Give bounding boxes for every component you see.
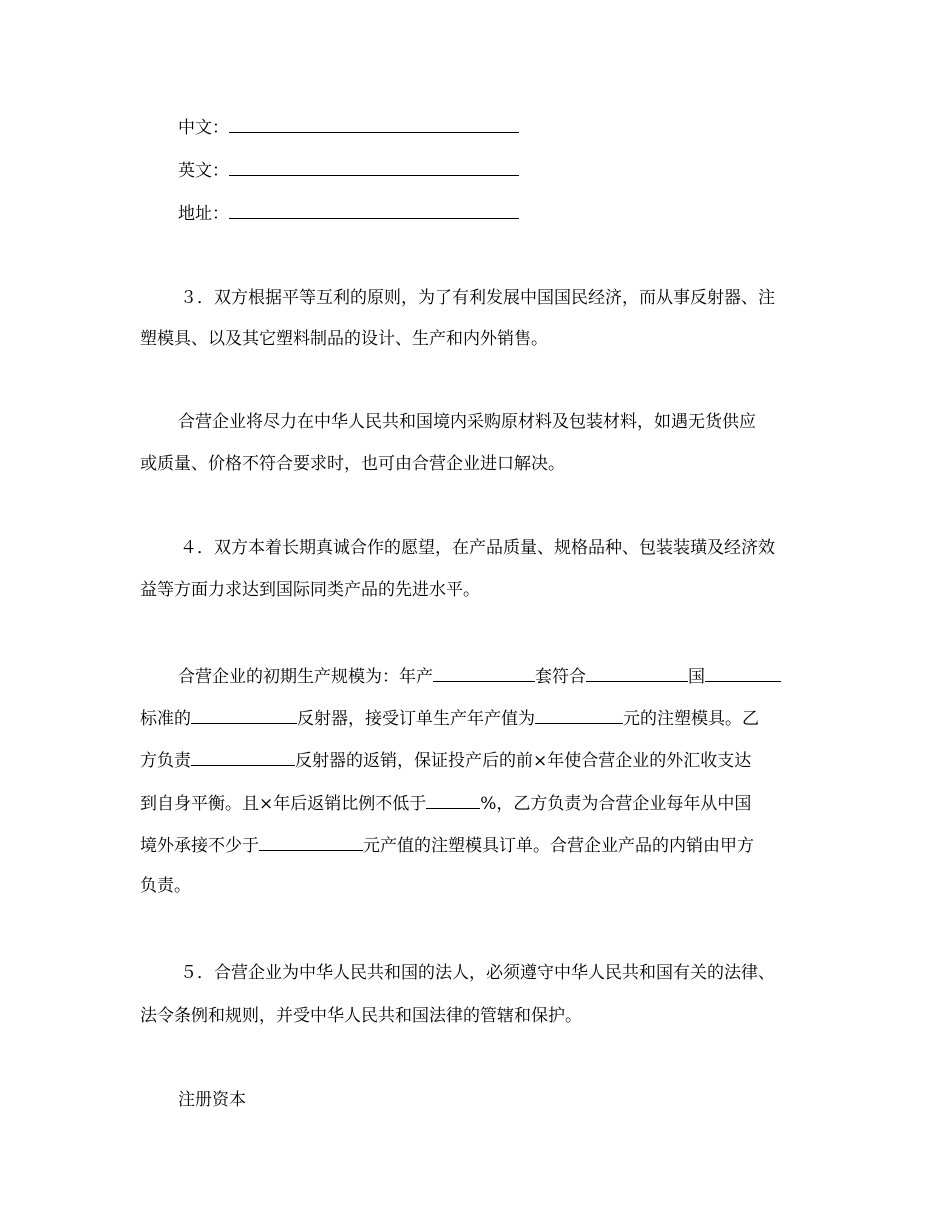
scale-line6: 负责。 <box>140 876 191 896</box>
scale-text: 方负责 <box>140 751 191 771</box>
address-label: 地址： <box>178 204 229 224</box>
address-blank <box>229 200 519 219</box>
registered-capital-heading: 注册资本 <box>178 1090 246 1110</box>
scale-text: 反射器，接受订单生产年产值为 <box>297 709 535 729</box>
procurement-line1: 合营企业将尽力在中华人民共和国境内采购原材料及包装材料，如遇无货供应 <box>178 412 756 432</box>
chinese-name-label: 中文： <box>178 118 229 138</box>
scale-text: 元的注塑模具。乙 <box>623 709 759 729</box>
standard-name-blank <box>705 663 781 682</box>
scale-text: 境外承接不少于 <box>140 836 259 856</box>
scale-line2 <box>140 705 759 729</box>
english-name-label: 英文： <box>178 161 229 181</box>
scale-text: 反射器的返销，保证投产后的前×年使合营企业的外汇收支达 <box>295 751 752 771</box>
field-chinese-name <box>178 114 519 138</box>
buyback-quantity-blank <box>191 747 295 766</box>
scale-text: 合营企业的初期生产规模为：年产 <box>178 667 433 687</box>
mold-output-value-blank <box>535 705 623 724</box>
scale-line3 <box>140 747 751 771</box>
scale-text: 标准的 <box>140 709 191 729</box>
field-address <box>178 200 519 224</box>
english-name-blank <box>229 157 519 176</box>
scale-text: 元产值的注塑模具订单。合营企业产品的内销由甲方 <box>363 836 754 856</box>
clause4-line1: ４．双方本着长期真诚合作的愿望，在产品质量、规格品种、包装装璜及经济效 <box>180 538 775 558</box>
clause5-line1: ５．合营企业为中华人民共和国的法人，必须遵守中华人民共和国有关的法律、 <box>180 963 775 983</box>
field-english-name <box>178 157 519 181</box>
scale-text: %，乙方负责为合营企业每年从中国 <box>480 794 752 814</box>
clause3-line2: 塑模具、以及其它塑料制品的设计、生产和内外销售。 <box>140 329 548 349</box>
chinese-name-blank <box>229 114 519 133</box>
scale-line5 <box>140 832 754 856</box>
scale-text: 套符合 <box>535 667 586 687</box>
clause5-line2: 法令条例和规则，并受中华人民共和国法律的管辖和保护。 <box>140 1006 582 1026</box>
reflector-standard-blank <box>191 705 297 724</box>
clause3-line1: ３．双方根据平等互利的原则，为了有利发展中国国民经济，而从事反射器、注 <box>180 288 775 308</box>
standard-country-blank <box>586 663 688 682</box>
annual-output-blank <box>433 663 535 682</box>
scale-line4 <box>140 790 751 814</box>
procurement-line2: 或质量、价格不符合要求时，也可由合营企业进口解决。 <box>140 454 565 474</box>
clause4-line2: 益等方面力求达到国际同类产品的先进水平。 <box>140 580 480 600</box>
scale-text: 国 <box>688 667 705 687</box>
scale-line1 <box>178 663 781 687</box>
buyback-ratio-blank <box>426 790 480 809</box>
scale-text: 到自身平衡。且×年后返销比例不低于 <box>140 794 427 814</box>
overseas-order-value-blank <box>259 832 363 851</box>
